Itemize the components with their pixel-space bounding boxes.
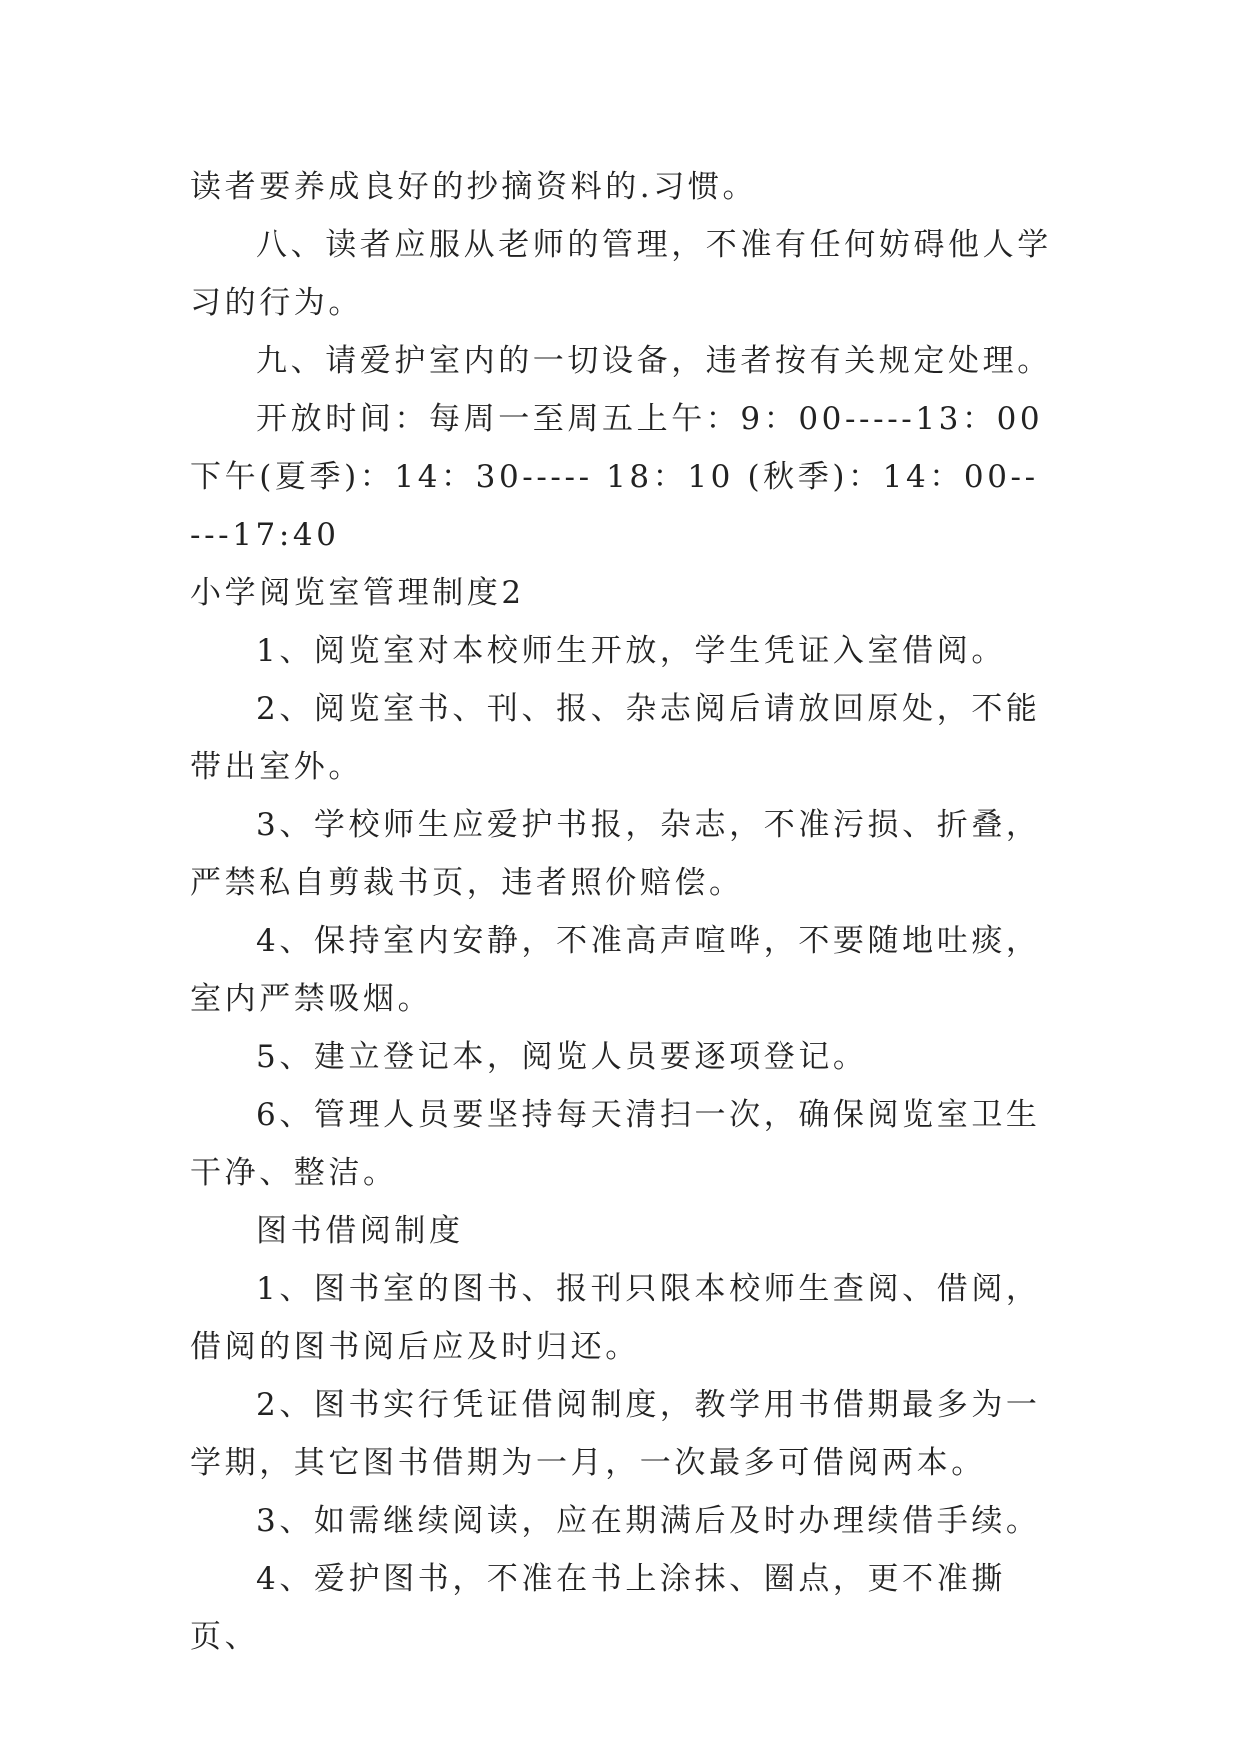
paragraph-rule-9: 九、请爱护室内的一切设备，违者按有关规定处理。: [256, 343, 1052, 379]
paragraph-borrow-1: 1、图书室的图书、报刊只限本校师生查阅、借阅，借阅的图书阅后应及时归还。: [190, 1271, 1041, 1365]
paragraph-rule-8: 八、读者应服从老师的管理，不准有任何妨碍他人学习的行为。: [190, 227, 1052, 321]
paragraph-item-2: 2、阅览室书、刊、报、杂志阅后请放回原处，不能带出室外。: [190, 691, 1041, 785]
paragraph-continuation: 读者要养成良好的抄摘资料的.习惯。: [190, 169, 758, 205]
paragraph-borrow-2: 2、图书实行凭证借阅制度，教学用书借期最多为一学期，其它图书借期为一月，一次最多可借阅两本。: [190, 1387, 1041, 1481]
paragraph-item-6: 6、管理人员要坚持每天清扫一次，确保阅览室卫生干净、整洁。: [190, 1097, 1041, 1191]
paragraph-item-5: 5、建立登记本，阅览人员要逐项登记。: [256, 1039, 868, 1075]
section-heading-borrowing: 图书借阅制度: [256, 1213, 464, 1249]
document-body: [190, 158, 1052, 1666]
paragraph-opening-hours: 开放时间：每周一至周五上午：9：00-----13：00下午(夏季)：14：30----- 18：10 (秋季)：14：00-----17:40: [190, 401, 1044, 553]
paragraph-item-1: 1、阅览室对本校师生开放，学生凭证入室借阅。: [256, 633, 1006, 669]
paragraph-borrow-3: 3、如需继续阅读，应在期满后及时办理续借手续。: [256, 1503, 1041, 1539]
paragraph-item-3: 3、学校师生应爱护书报，杂志，不准污损、折叠，严禁私自剪裁书页，违者照价赔偿。: [190, 807, 1041, 901]
section-heading-reading-room-2: 小学阅览室管理制度2: [190, 575, 525, 611]
paragraph-item-4: 4、保持室内安静，不准高声喧哗，不要随地吐痰，室内严禁吸烟。: [190, 923, 1041, 1017]
paragraph-borrow-4: 4、爱护图书，不准在书上涂抹、圈点，更不准撕页、: [190, 1561, 1006, 1655]
